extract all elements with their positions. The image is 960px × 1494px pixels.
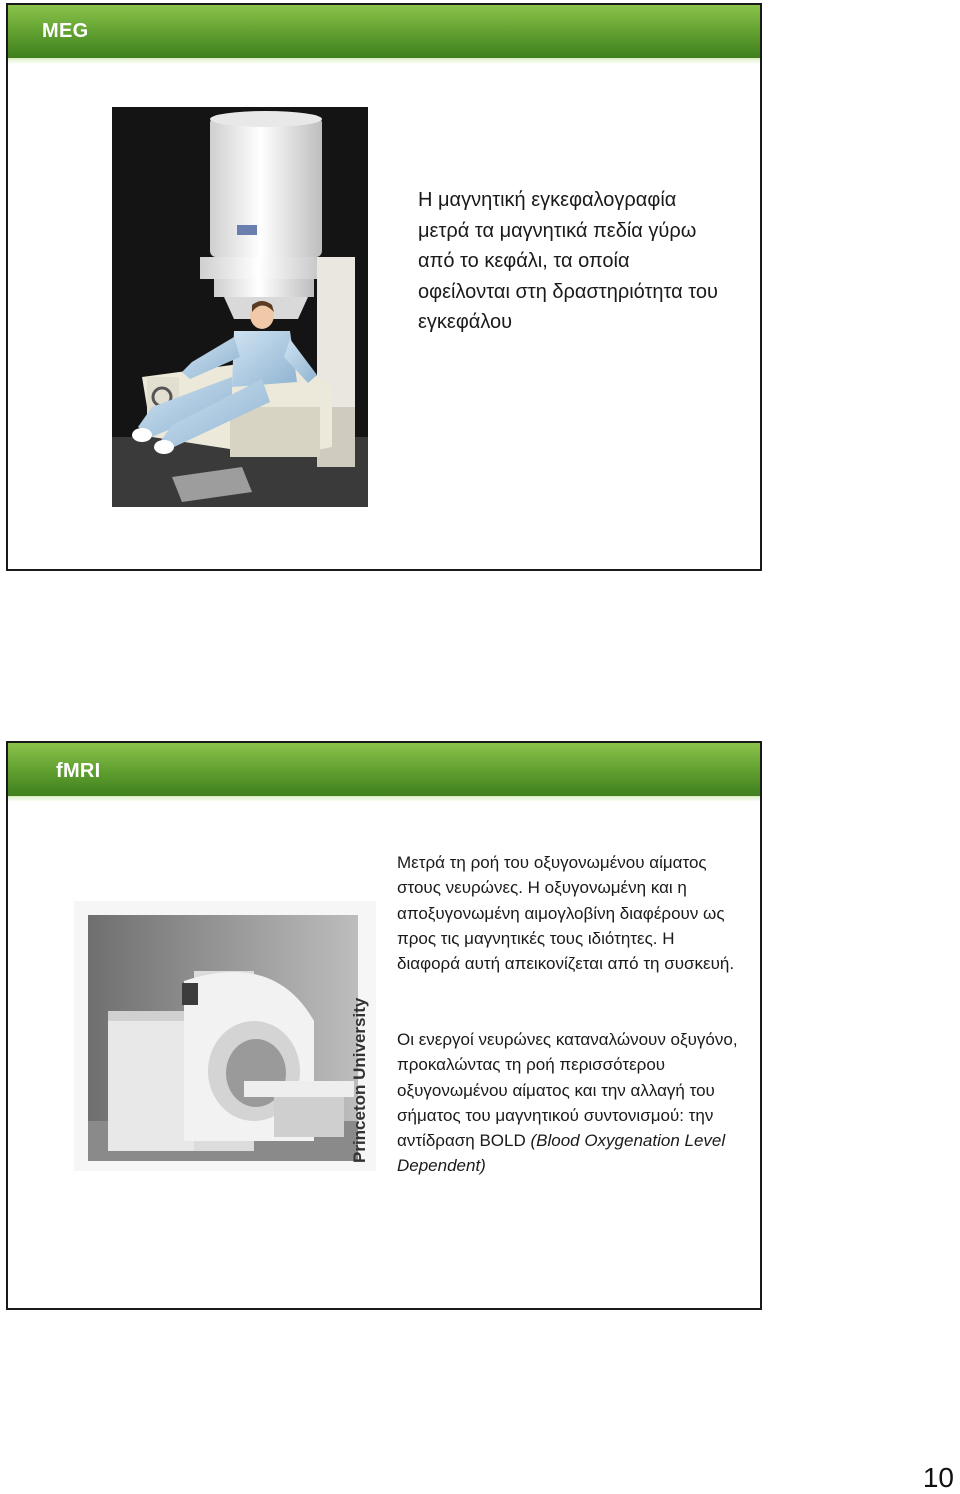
- slide-title: fMRI: [56, 760, 101, 782]
- title-bar: [8, 743, 760, 797]
- watermark-text: Princeton University: [350, 997, 369, 1163]
- page-number: 10: [922, 1462, 954, 1493]
- fmri-paragraph-1: Μετρά τη ροή του οξυγονωμένου αίματος στους νευρώνες. Η οξυγονωμένη και η αποξυγονωμένη αιμογλοβίνη διαφέρουν ως προς τις μαγνητικές τους ιδιότητες. Η διαφορά αυτή απεικονίζεται από τη συσκευή.: [397, 853, 735, 974]
- fmri-paragraph-2-italic: (Blood Oxygenation Level Dependent): [397, 1131, 726, 1176]
- meg-scanner-photo: [112, 107, 368, 507]
- fmri-paragraph-2: [397, 1027, 742, 1179]
- slide-fmri: [6, 741, 762, 1310]
- meg-scanner-illustration: [112, 107, 368, 507]
- slide-title: MEG: [42, 20, 89, 42]
- meg-description: Η μαγνητική εγκεφαλογραφία μετρά τα μαγνητικά πεδία γύρω από το κεφάλι, τα οποία οφείλονται στη δραστηριότητα του εγκεφάλου: [418, 189, 718, 333]
- title-bar: [8, 5, 760, 59]
- fmri-scanner-photo: [74, 901, 376, 1171]
- fmri-paragraph-2-main: Οι ενεργοί νευρώνες καταναλώνουν οξυγόνο, προκαλώντας τη ροή περισσότερου οξυγονωμένου αίματος και την αλλαγή του σήματος του μαγνητικού συντονισμού: την αντίδραση BOLD: [397, 1030, 738, 1151]
- slide-meg: [6, 3, 762, 571]
- fmri-scanner-illustration: [74, 901, 376, 1171]
